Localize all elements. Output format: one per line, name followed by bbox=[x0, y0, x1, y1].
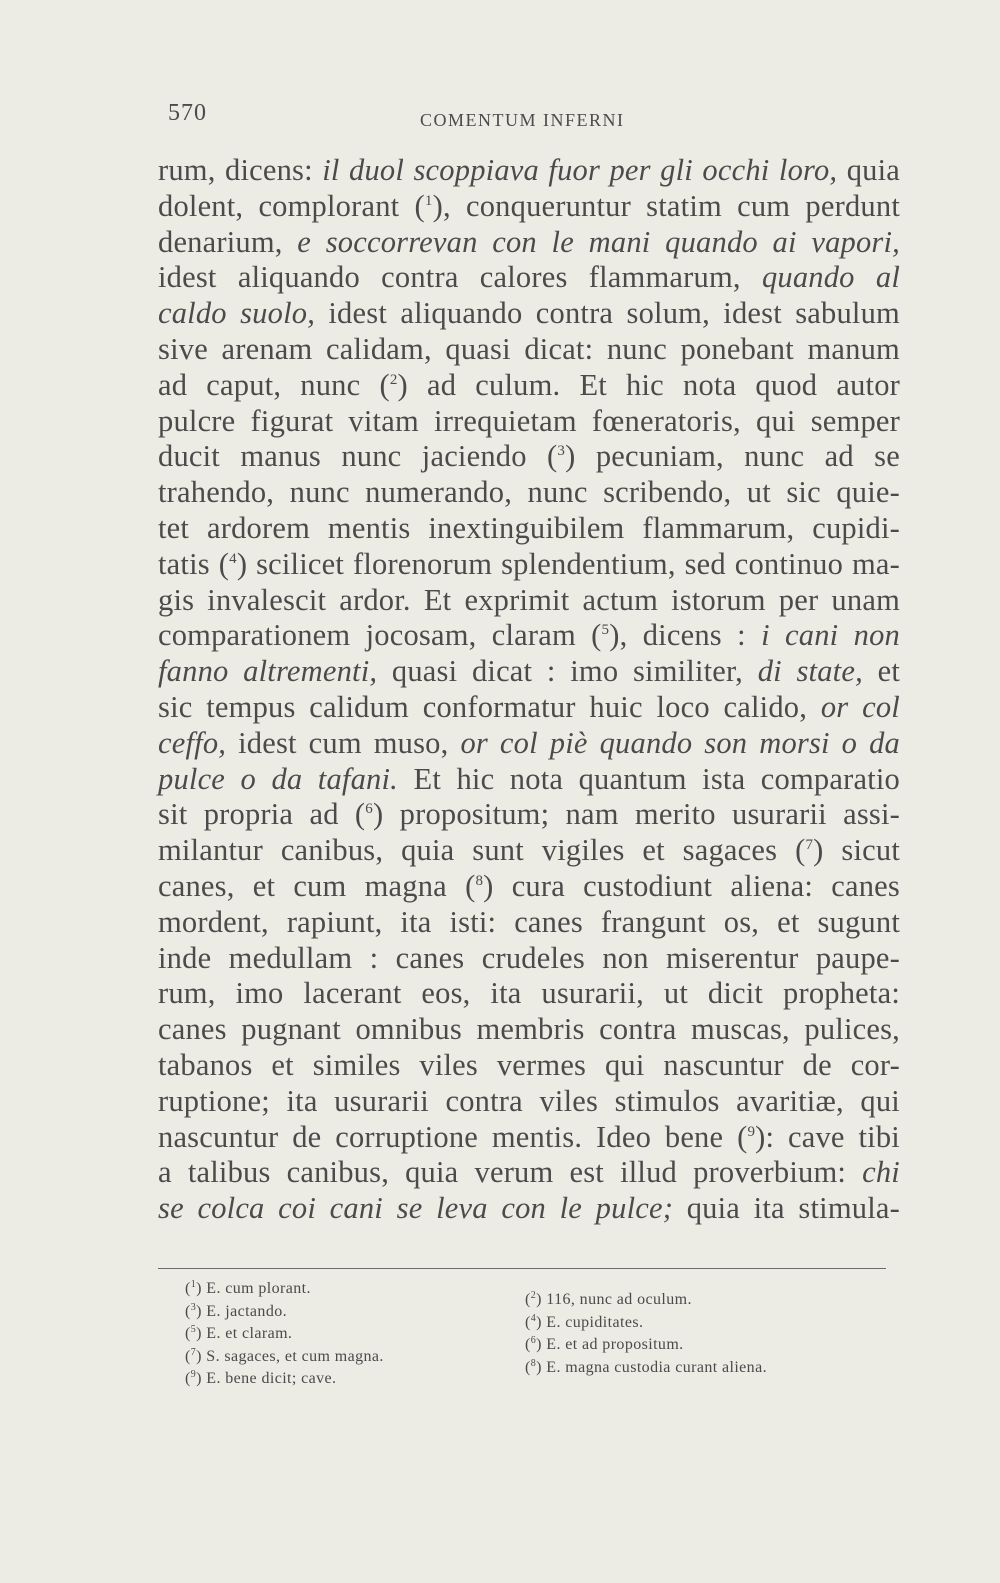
text-run: ) sicut bbox=[813, 833, 900, 868]
italic-quote: se colca coi cani se leva con le pulce; bbox=[158, 1191, 674, 1226]
text-line bbox=[158, 941, 900, 977]
italic-quote: or col piè quando son morsi o da bbox=[460, 725, 900, 760]
text-run: ) cura custodiunt aliena: canes bbox=[483, 868, 900, 903]
text-run: pulcre figurat vitam irrequietam fœneratoris, qui semper bbox=[158, 403, 900, 438]
italic-quote: i cani non bbox=[761, 618, 900, 653]
text-run: ( bbox=[185, 1280, 191, 1297]
text-run: ( bbox=[185, 1347, 191, 1365]
text-run: ( bbox=[185, 1325, 191, 1342]
text-line bbox=[158, 833, 900, 869]
text-run: a talibus canibus, quia verum est illud proverbium: bbox=[158, 1155, 863, 1190]
text-run: dolent, complorant ( bbox=[158, 188, 425, 223]
text-run: idest cum muso, bbox=[226, 725, 461, 760]
footnote bbox=[185, 1301, 485, 1324]
italic-quote: ceffo, bbox=[158, 725, 227, 760]
text-run: milantur canibus, quia sunt vigiles et sagaces ( bbox=[158, 833, 806, 868]
text-line bbox=[158, 1012, 900, 1048]
footnote bbox=[185, 1323, 485, 1346]
text-line bbox=[158, 976, 900, 1012]
footnote-marker: 3 bbox=[557, 443, 566, 460]
text-run: ducit manus nunc jaciendo ( bbox=[158, 439, 558, 474]
text-line bbox=[158, 511, 900, 547]
footnote-marker: 7 bbox=[190, 1346, 197, 1358]
footnotes bbox=[0, 1278, 1000, 1418]
text-line bbox=[158, 1084, 900, 1120]
text-run: ) ad culum. Et hic nota quod autor bbox=[397, 367, 901, 402]
text-run: quia ita stimula- bbox=[673, 1191, 900, 1226]
text-run: ) E. magna custodia curant aliena. bbox=[536, 1358, 767, 1376]
running-title: COMENTUM INFERNI bbox=[420, 110, 625, 130]
text-run: sic tempus calidum conformatur huic loco calido, bbox=[158, 689, 821, 724]
text-line bbox=[158, 1120, 900, 1156]
footnote-marker: 9 bbox=[190, 1369, 197, 1380]
footnotes-left-column bbox=[185, 1278, 485, 1391]
text-run: ad caput, nunc ( bbox=[158, 367, 390, 402]
text-run: ( bbox=[185, 1370, 191, 1387]
footnote bbox=[525, 1289, 885, 1312]
text-line bbox=[158, 1155, 900, 1191]
text-line bbox=[158, 583, 900, 619]
text-run: ) E. jactando. bbox=[196, 1302, 288, 1320]
italic-quote: chi bbox=[862, 1155, 900, 1190]
text-run: ( bbox=[525, 1336, 531, 1353]
text-line bbox=[158, 1048, 900, 1084]
text-line bbox=[158, 654, 900, 690]
italic-quote: fanno altrementi, bbox=[158, 654, 378, 689]
text-run: ruptione; ita usurarii contra viles stimulos avaritiæ, qui bbox=[158, 1083, 900, 1118]
text-run: tet ardorem mentis inextinguibilem flammarum, cupidi- bbox=[158, 510, 900, 545]
text-run: ( bbox=[185, 1302, 191, 1320]
text-line bbox=[158, 439, 900, 475]
text-line bbox=[158, 690, 900, 726]
italic-quote: il duol scoppiava fuor per gli occhi loro, bbox=[322, 153, 838, 187]
text-line bbox=[158, 296, 900, 332]
footnote-marker: 8 bbox=[530, 1357, 537, 1369]
text-run: ( bbox=[525, 1291, 531, 1308]
italic-quote: or col bbox=[820, 689, 900, 724]
footnote-marker: 5 bbox=[190, 1324, 197, 1335]
text-run: tatis ( bbox=[158, 546, 230, 581]
footnote-marker: 5 bbox=[601, 622, 610, 639]
text-line bbox=[158, 189, 900, 225]
text-run: canes, et cum magna ( bbox=[158, 868, 476, 903]
text-run: ) 116, nunc ad oculum. bbox=[536, 1291, 692, 1308]
text-line bbox=[158, 1191, 900, 1227]
text-run: gis invalescit ardor. Et exprimit actum istorum per unam bbox=[158, 582, 900, 617]
text-line bbox=[158, 905, 900, 941]
footnote-marker: 4 bbox=[530, 1312, 537, 1324]
footnote-divider bbox=[158, 1268, 886, 1269]
footnote-marker: 1 bbox=[424, 192, 433, 209]
footnote-marker: 4 bbox=[229, 550, 237, 567]
text-line bbox=[158, 869, 900, 905]
footnote bbox=[525, 1312, 885, 1335]
footnote bbox=[185, 1368, 485, 1391]
footnote-marker: 2 bbox=[530, 1290, 537, 1301]
text-run: ) E. bene dicit; cave. bbox=[196, 1370, 337, 1387]
text-run: comparationem jocosam, claram ( bbox=[158, 618, 602, 653]
text-line bbox=[158, 618, 900, 654]
text-line bbox=[158, 547, 900, 583]
text-line bbox=[158, 225, 900, 261]
text-line bbox=[158, 762, 900, 798]
footnote bbox=[185, 1346, 485, 1369]
text-run: idest aliquando contra calores flammarum, bbox=[158, 260, 762, 295]
text-run: mordent, rapiunt, ita isti: canes frangunt os, et sugunt bbox=[158, 904, 900, 939]
text-run: ( bbox=[525, 1358, 531, 1376]
italic-quote: pulce o da tafani. bbox=[158, 761, 399, 796]
footnote-marker: 3 bbox=[190, 1301, 197, 1313]
italic-quote: quando al bbox=[761, 260, 900, 295]
text-run: ) E. et ad propositum. bbox=[536, 1336, 684, 1353]
text-run: rum, imo lacerant eos, ita usurarii, ut dicit propheta: bbox=[158, 976, 900, 1011]
text-run: quia bbox=[837, 153, 901, 187]
body-text bbox=[158, 153, 900, 1227]
footnote-marker: 8 bbox=[475, 872, 484, 889]
text-run: idest aliquando contra solum, idest sabulum bbox=[315, 296, 900, 331]
text-line bbox=[158, 726, 900, 762]
text-run: sive arenam calidam, quasi dicat: nunc ponebant manum bbox=[158, 331, 900, 366]
text-run: Et hic nota quantum ista comparatio bbox=[398, 761, 900, 796]
text-run: inde medullam : canes crudeles non miserentur paupe- bbox=[158, 940, 900, 975]
text-run: ( bbox=[525, 1313, 531, 1331]
text-run: ) propositum; nam merito usurarii assi- bbox=[373, 797, 900, 832]
text-run: trahendo, nunc numerando, nunc scribendo, ut sic quie- bbox=[158, 475, 900, 510]
footnote-marker: 6 bbox=[365, 801, 373, 818]
italic-quote: di state, bbox=[757, 654, 863, 689]
text-run: canes pugnant omnibus membris contra muscas, pulices, bbox=[158, 1012, 900, 1047]
text-run: ) E. et claram. bbox=[196, 1325, 293, 1342]
text-run: ) pecuniam, nunc ad se bbox=[565, 439, 900, 474]
text-run: ) scilicet florenorum splendentium, sed continuo ma- bbox=[236, 546, 900, 581]
text-run: ): cave tibi bbox=[755, 1119, 900, 1154]
text-line bbox=[158, 368, 900, 404]
text-run: ), dicens : bbox=[609, 618, 762, 653]
italic-quote: caldo suolo, bbox=[158, 296, 316, 331]
text-run: et bbox=[862, 654, 901, 689]
text-run: ), conqueruntur statim cum perdunt bbox=[432, 188, 900, 223]
text-run: tabanos et similes viles vermes qui nascuntur de cor- bbox=[158, 1047, 900, 1082]
footnote bbox=[185, 1278, 485, 1301]
text-run: nascuntur de corruptione mentis. Ideo bene ( bbox=[158, 1119, 748, 1154]
footnote bbox=[525, 1357, 885, 1380]
footnotes-right-column bbox=[525, 1289, 885, 1379]
italic-quote: e soccorrevan con le mani quando ai vapori, bbox=[297, 224, 900, 259]
text-line bbox=[158, 797, 900, 833]
text-run: sit propria ad ( bbox=[158, 797, 366, 832]
text-line bbox=[158, 260, 900, 296]
text-run: quasi dicat : imo similiter, bbox=[377, 654, 758, 689]
text-run: ) E. cum plorant. bbox=[196, 1280, 311, 1297]
text-line bbox=[158, 475, 900, 511]
footnote bbox=[525, 1334, 885, 1357]
page-header bbox=[165, 100, 892, 140]
text-line bbox=[158, 404, 900, 440]
footnote-marker: 2 bbox=[389, 371, 398, 388]
text-run: rum, dicens: bbox=[158, 153, 323, 187]
footnote-marker: 9 bbox=[747, 1123, 756, 1140]
footnote-marker: 1 bbox=[190, 1279, 197, 1290]
text-line bbox=[158, 153, 900, 189]
page-number: 570 bbox=[168, 100, 207, 126]
text-run: ) S. sagaces, et cum magna. bbox=[196, 1347, 384, 1365]
text-run: denarium, bbox=[158, 224, 298, 259]
footnote-marker: 6 bbox=[530, 1335, 537, 1346]
text-line bbox=[158, 332, 900, 368]
footnote-marker: 7 bbox=[805, 837, 814, 854]
text-run: ) E. cupiditates. bbox=[536, 1313, 644, 1331]
